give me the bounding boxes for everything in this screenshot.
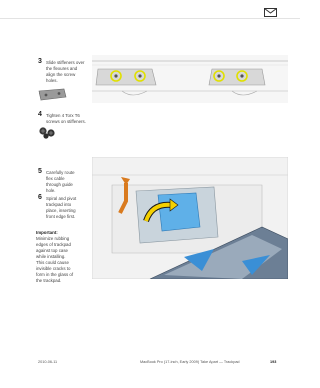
step-4-number: 4: [38, 111, 42, 118]
header-rule: [0, 18, 300, 19]
footer-date: 2010-06-11: [38, 360, 58, 364]
trackpad-insertion-photo: [92, 157, 288, 279]
step-6-text: Spiral and pivot trackpad into place, inserting front edge first.: [46, 196, 77, 219]
step-5-text: Carefully route flex cable through guide hole.: [46, 170, 75, 193]
footer-title: MacBook Pro (17-inch, Early 2009) Take Apart — Trackpad: [140, 360, 240, 364]
step-3-number: 3: [38, 58, 42, 65]
important-label: Important:: [36, 230, 58, 235]
page-number: 193: [270, 360, 277, 364]
important-text: Minimize rubbing edges of trackpad against top case while installing. This could cause invisible cracks to form in the glass of the trackpad.: [36, 236, 74, 283]
screws-image: [37, 126, 59, 140]
important-note: [36, 230, 74, 284]
stiffener-installed-photo: [92, 55, 288, 103]
step-6-number: 6: [38, 194, 42, 201]
stiffener-image: [37, 88, 67, 102]
step-5-number: 5: [38, 168, 42, 175]
step-4-text: Tighten 4 Torx T6 screws on stiffeners.: [46, 113, 86, 124]
mail-icon[interactable]: [264, 8, 277, 17]
step-3-text: Slide stiffeners over the flexures and align the screw holes.: [46, 60, 85, 83]
